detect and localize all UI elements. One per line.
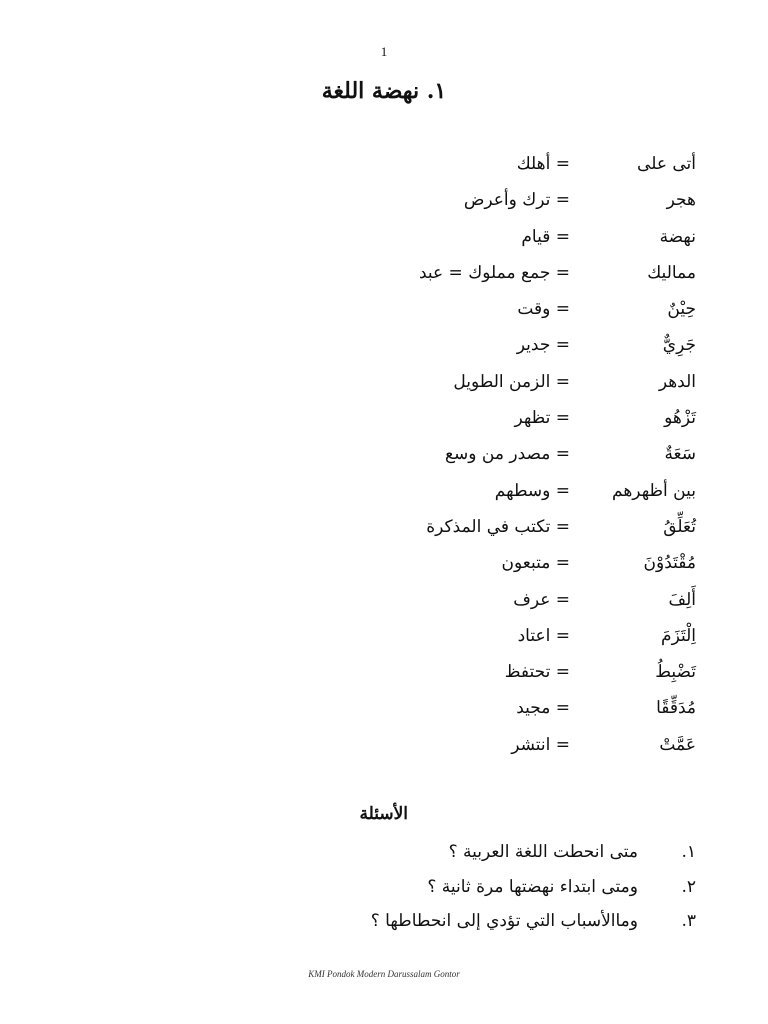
vocab-meaning: = انتشر [511, 734, 570, 755]
vocab-row [0, 626, 768, 662]
vocab-row [0, 481, 768, 517]
vocab-word: هجر [666, 190, 696, 211]
vocab-word: تُعَلِّقُ [663, 516, 696, 537]
vocab-row [0, 590, 768, 626]
question-text: ومتى ابتداء نهضتها مرة ثانية ؟ [427, 876, 638, 897]
vocab-word: مُقْتَدُوْنَ [643, 553, 696, 574]
vocab-word: اِلْتَزَمَ [661, 625, 696, 646]
vocab-meaning: = مصدر من وسع [445, 444, 570, 465]
vocab-word: تَزْهُو [664, 408, 696, 429]
question-item [0, 842, 768, 877]
questions-heading: الأسئلة [359, 804, 408, 824]
vocab-row [0, 190, 768, 226]
vocab-row [0, 662, 768, 698]
question-item [0, 911, 768, 946]
vocab-meaning: = تظهر [514, 408, 570, 429]
vocab-meaning: = تكتب في المذكرة [426, 516, 570, 537]
vocab-meaning: = وقت [517, 299, 570, 320]
vocab-meaning: = تحتفظ [504, 662, 570, 683]
vocab-row [0, 444, 768, 480]
vocab-word: تَضْبِطُ [655, 662, 696, 683]
question-text: وماالأسباب التي تؤدي إلى انحطاطها ؟ [370, 911, 638, 931]
question-item [0, 877, 768, 912]
vocab-meaning: = الزمن الطويل [453, 371, 570, 392]
page-footer: KMI Pondok Modern Darussalam Gontor [308, 969, 460, 979]
vocab-word: حِيْنٌ [667, 299, 696, 320]
question-number: ٢. [681, 876, 696, 897]
vocab-word: نهضة [659, 226, 696, 247]
vocab-word: أتى على [637, 154, 696, 174]
vocab-row [0, 154, 768, 190]
vocab-meaning: = متبعون [501, 553, 570, 574]
vocab-word: الدهر [658, 371, 696, 392]
vocab-meaning: = قيام [521, 226, 570, 247]
vocab-meaning: = جدير [516, 335, 570, 356]
vocab-meaning: = ترك وأعرض [463, 190, 570, 211]
vocab-word: جَرِيٌّ [662, 335, 696, 356]
lesson-title: ١. نهضة اللغة [321, 78, 447, 104]
question-number: ٣. [681, 911, 696, 931]
vocab-row [0, 263, 768, 299]
vocab-row [0, 698, 768, 734]
vocab-word: عَمَّتْ [659, 734, 696, 755]
vocab-row [0, 372, 768, 408]
vocab-row [0, 517, 768, 553]
questions-list [0, 842, 768, 946]
vocab-row [0, 227, 768, 263]
vocab-word: أَلِفَ [668, 589, 696, 610]
vocab-word: سَعَةٌ [664, 444, 696, 465]
vocab-row [0, 335, 768, 371]
vocab-row [0, 408, 768, 444]
vocabulary-list [0, 154, 768, 771]
vocab-meaning: = اعتاد [517, 625, 570, 646]
vocab-meaning: = جمع مملوك = عبد [418, 262, 570, 283]
vocab-word: مماليك [647, 262, 696, 283]
page-number: 1 [380, 44, 388, 59]
vocab-row [0, 553, 768, 589]
question-number: ١. [681, 842, 696, 862]
vocab-meaning: = مجيد [516, 698, 570, 719]
vocab-word: مُدَقِّقًا [656, 698, 696, 719]
vocab-word: بين أظهرهم [612, 480, 696, 501]
vocab-meaning: = عرف [513, 589, 570, 610]
vocab-row [0, 299, 768, 335]
vocab-meaning: = وسطهم [494, 480, 570, 501]
vocab-meaning: = أهلك [516, 154, 570, 174]
vocab-row [0, 735, 768, 771]
question-text: متى انحطت اللغة العربية ؟ [448, 842, 638, 862]
